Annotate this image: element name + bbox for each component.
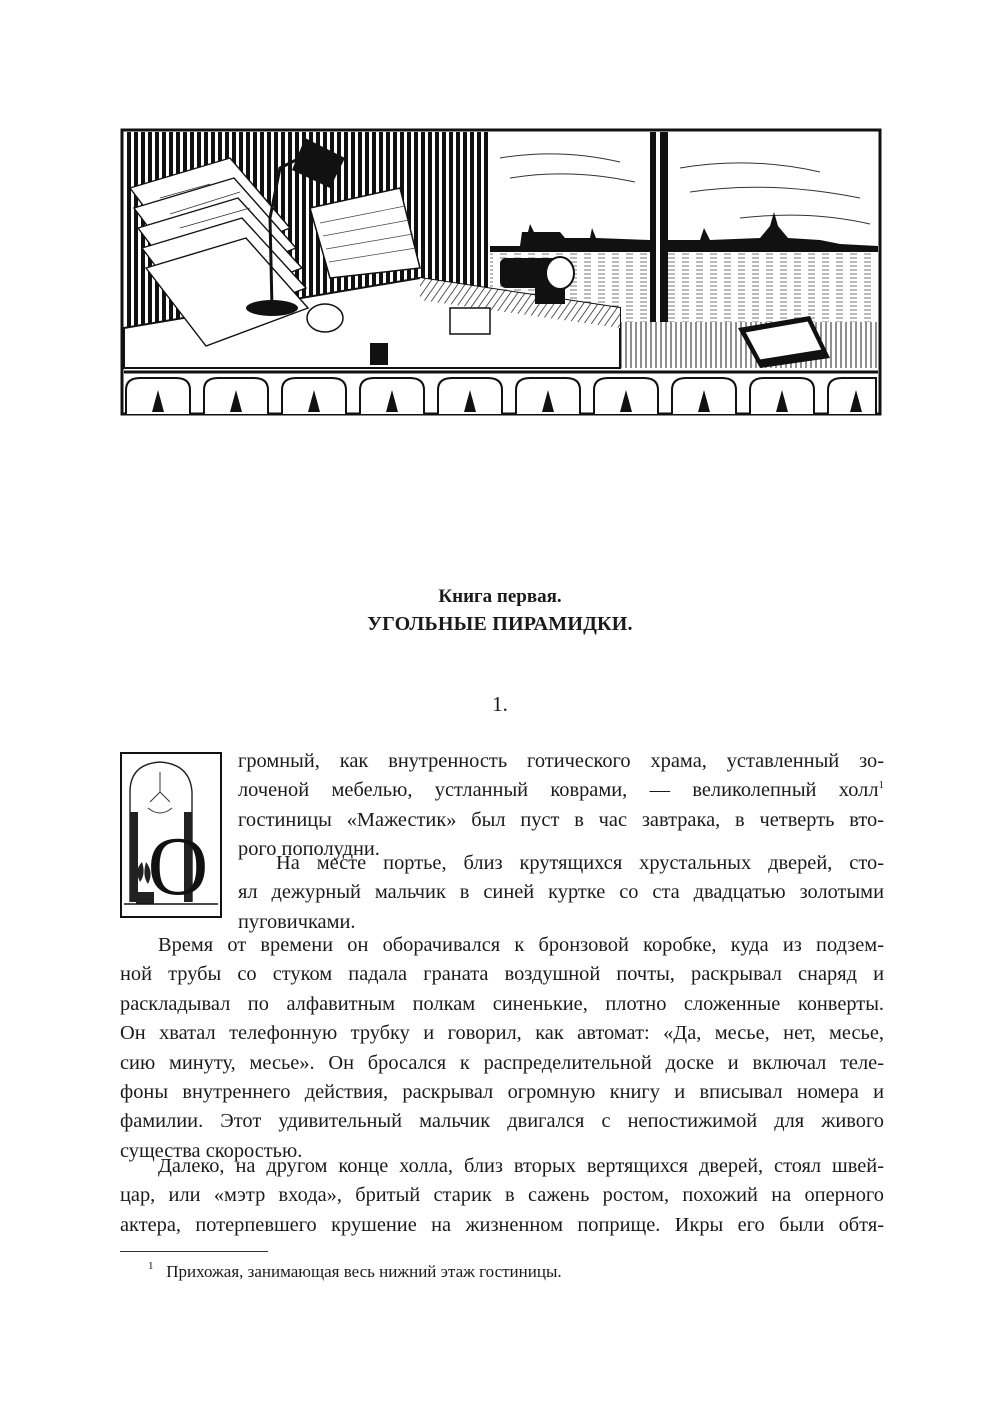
- footnote-marker: 1: [148, 1260, 154, 1272]
- text-line: ной трубы со стуком падала граната воздушной почты, раскрывал снаряд и: [120, 963, 884, 986]
- text-line: существа скоростью.: [120, 1139, 303, 1162]
- text-line: На месте портье, близ крутящихся хрустальных дверей, сто-: [276, 852, 884, 874]
- text-line: гостиницы «Мажестик» был пуст в час завтрака, в четверть вто-: [238, 808, 884, 831]
- text-line: сию минуту, месье». Он бросался к распределительной доске и включал теле-: [120, 1051, 884, 1074]
- dropcap-illustration: [120, 752, 222, 918]
- text-line: цар, или «мэтр входа», бритый старик в сажень ростом, похожий на оперного: [120, 1184, 884, 1207]
- footnote: [148, 1260, 562, 1284]
- footnote-text: Прихожая, занимающая весь нижний этаж гостиницы.: [166, 1262, 562, 1281]
- text-line: фоны внутреннего действия, раскрывал огромную книгу и вписывал номера и: [120, 1081, 884, 1104]
- text-line: Время от времени он оборачивался к бронзовой коробке, куда из подзем-: [158, 934, 884, 956]
- text-line: пуговичками.: [238, 910, 356, 933]
- header-illustration: [120, 128, 882, 416]
- text-line: Он хватал телефонную трубку и говорил, как автомат: «Да, месье, нет, месье,: [120, 1022, 884, 1045]
- chapter-number: 1.: [492, 692, 508, 716]
- book-title: УГОЛЬНЫЕ ПИРАМИДКИ.: [367, 613, 633, 635]
- book-heading: [0, 584, 1000, 638]
- text-line: Далеко, на другом конце холла, близ вторых вертящихся дверей, стоял швей-: [158, 1155, 884, 1177]
- text-line: актера, потерпевшего крушение на жизненном поприще. Икры его были обтя-: [120, 1213, 884, 1236]
- text-line: фамилии. Этот удивительный мальчик двигался с непостижимой для живого: [120, 1110, 884, 1133]
- text-line: раскладывал по алфавитным полкам синенькие, плотно сложенные конверты.: [120, 992, 884, 1015]
- paragraph-1: [238, 747, 884, 865]
- text-line: рого пополудни.: [238, 838, 380, 861]
- paragraph-3: [120, 931, 884, 1166]
- text-line: лоченой мебелью, устланный коврами, — великолепный холл$^1$: [238, 779, 884, 802]
- book-subtitle: Книга первая.: [438, 586, 562, 607]
- text-line: ял дежурный мальчик в синей куртке со ста двадцатью золотыми: [238, 881, 884, 904]
- paragraph-2: [238, 849, 884, 937]
- dropcap-letter: О: [147, 820, 209, 913]
- text-line: громный, как внутренность готического храма, уставленный зо-: [238, 750, 884, 772]
- paragraph-4: [120, 1152, 884, 1240]
- footnote-divider: [120, 1251, 268, 1252]
- footnote-ref[interactable]: 1: [878, 779, 884, 792]
